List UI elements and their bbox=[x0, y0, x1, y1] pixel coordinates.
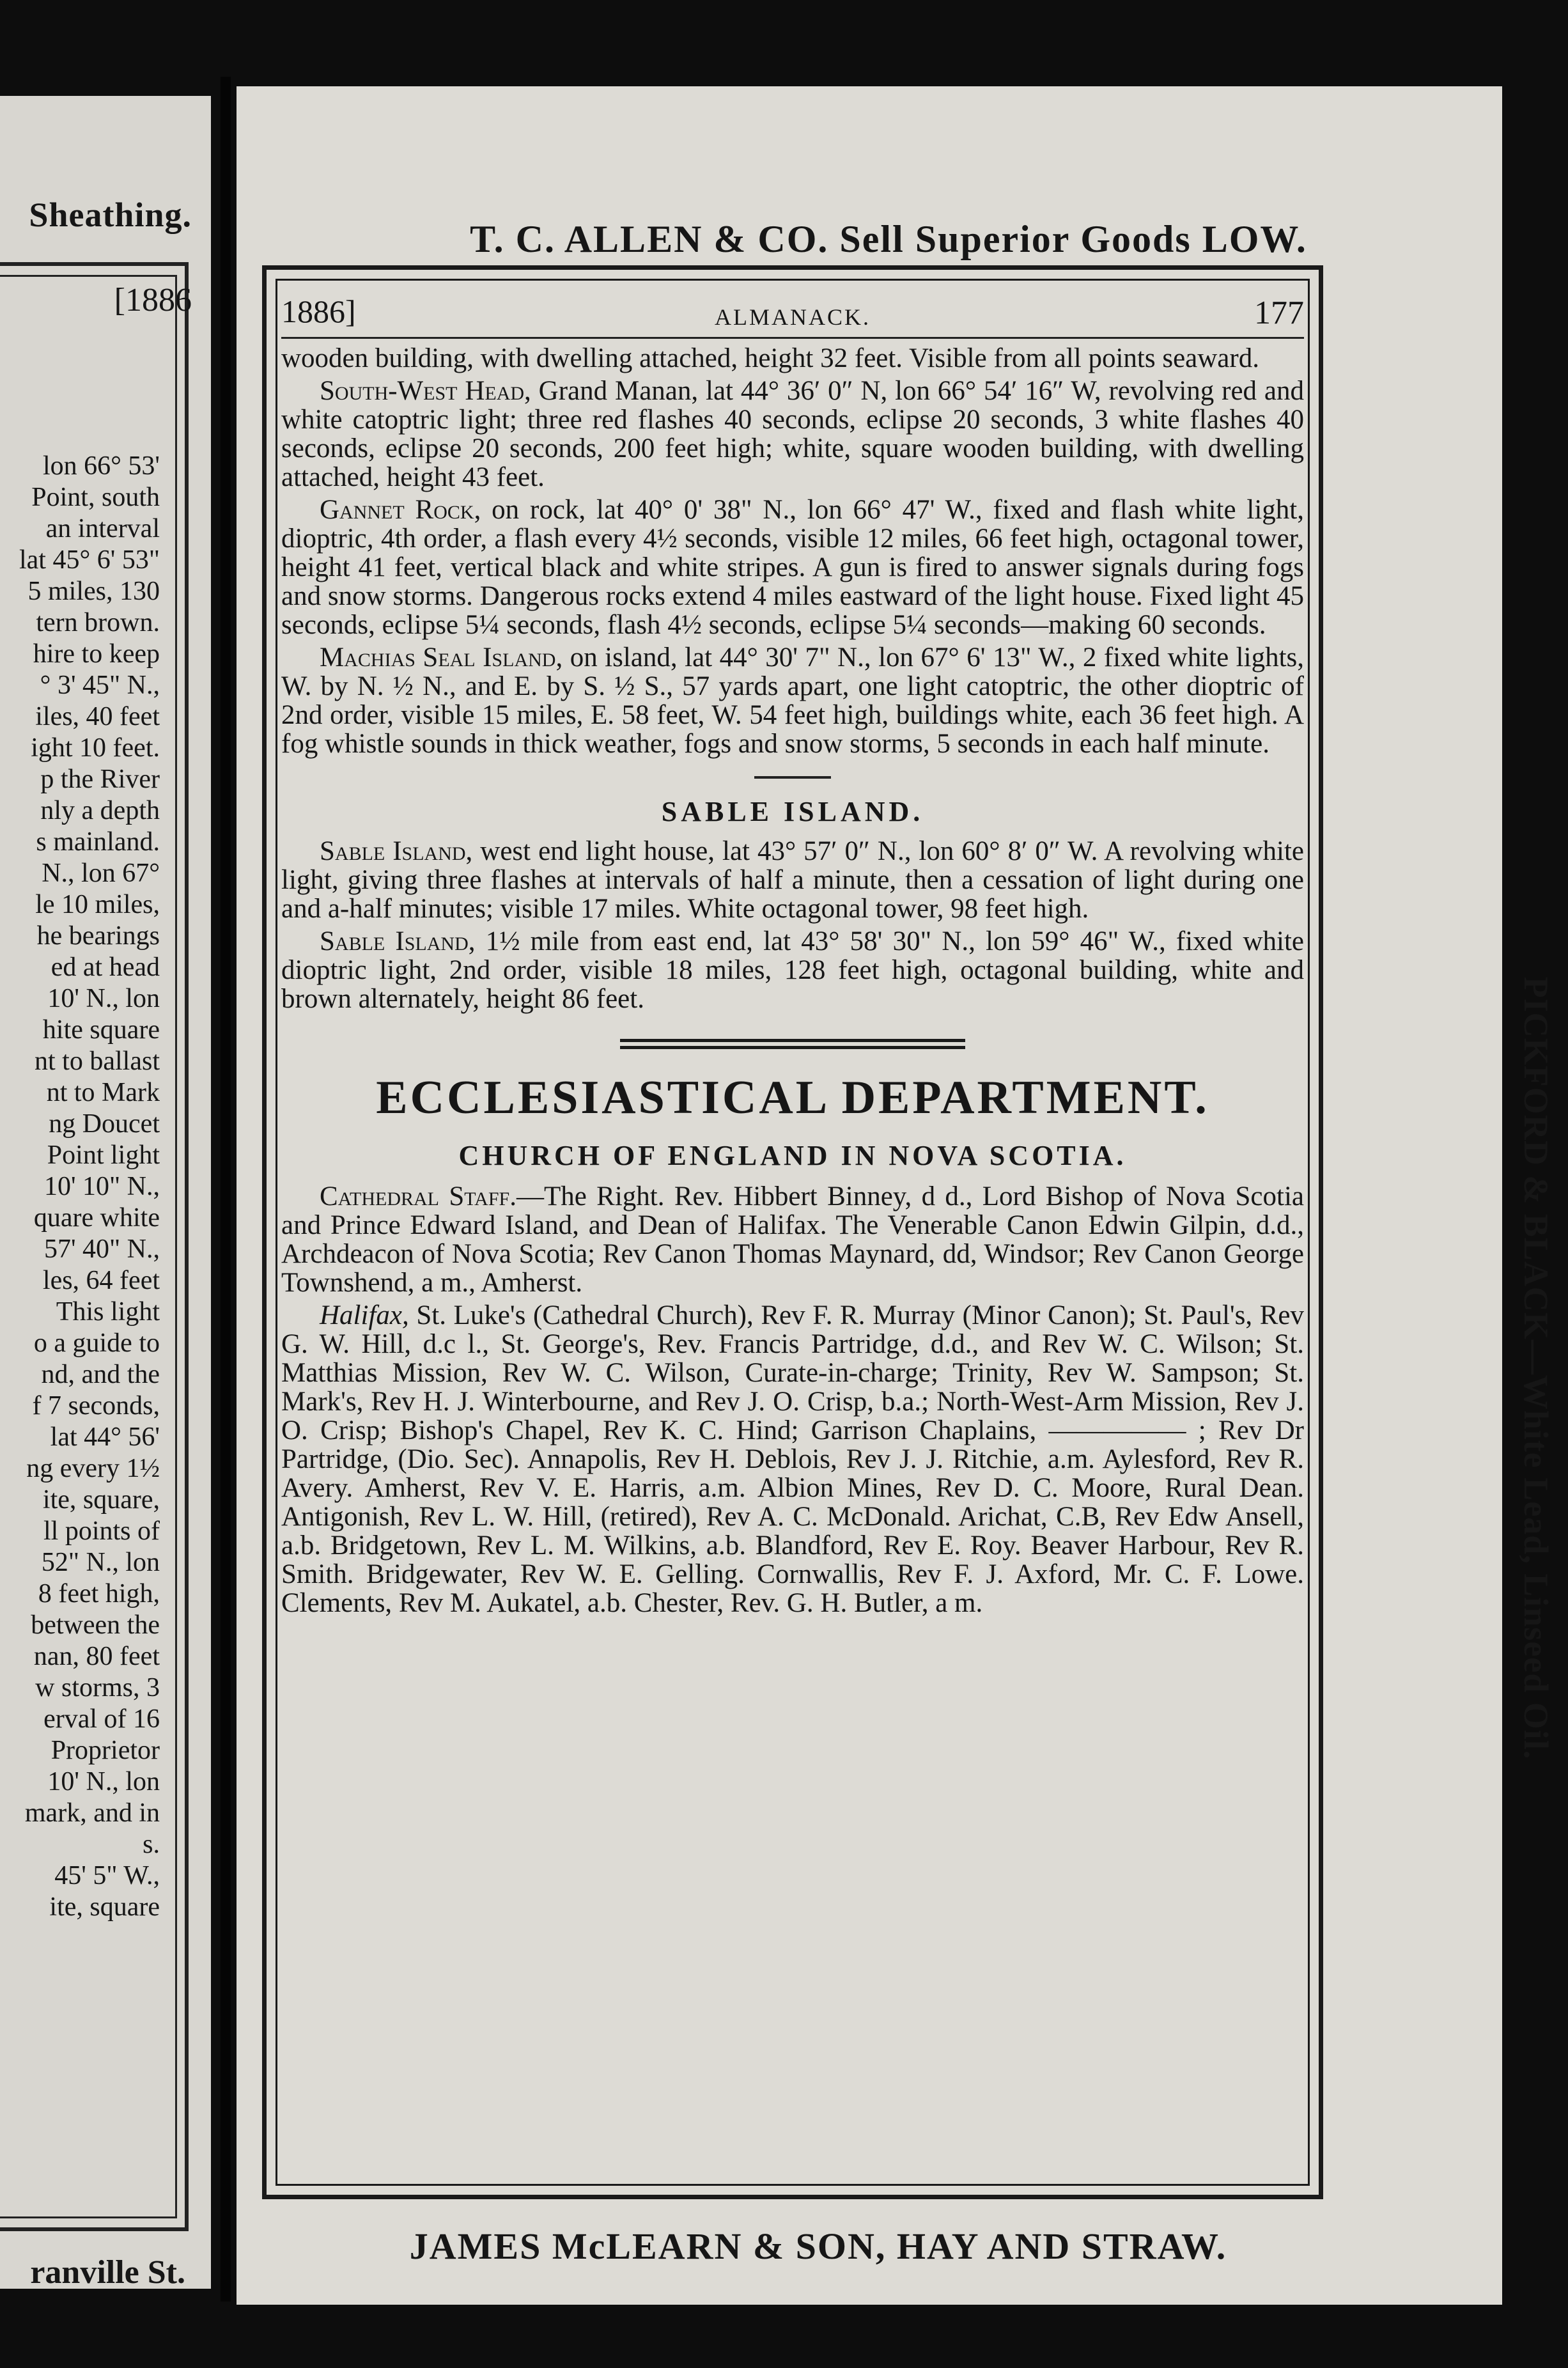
previous-page-line: tern brown. bbox=[36, 608, 160, 637]
previous-page-line: lat 45° 6' 53" bbox=[19, 545, 160, 575]
previous-page-line: p the River bbox=[40, 765, 160, 794]
previous-page-line: w storms, 3 bbox=[35, 1673, 160, 1702]
halifax-parishes-entry bbox=[281, 1301, 1304, 1617]
church-of-england-heading: CHURCH OF ENGLAND IN NOVA SCOTIA. bbox=[458, 1140, 1127, 1171]
previous-page-text bbox=[0, 451, 192, 1923]
previous-page-line: N., lon 67° bbox=[42, 859, 160, 888]
previous-page-line: ight 10 feet. bbox=[31, 733, 160, 763]
ecclesiastical-department-heading: ECCLESIASTICAL DEPARTMENT. bbox=[376, 1071, 1209, 1124]
previous-page-line: s. bbox=[143, 1830, 160, 1859]
previous-page-line: le 10 miles, bbox=[35, 890, 160, 919]
sable-east-name: Sable Island, bbox=[320, 926, 476, 956]
gannet-rock-text: on rock, lat 40° 0' 38" N., lon 66° 47' W., fixed and flash white light, dioptric, 4th order, a flash every 4½ seconds, visible 12 miles, 66 feet high, octagonal tower, height 41 feet, vertical black and white stripes. A gun is fired to answer signals during fogs and snow storms. Dangerous rocks extend 4 miles eastward of the light house. Fixed light 45 seconds, eclipse 5¼ seconds, flash 4½ seconds, eclipse 5¼ seconds—making 60 seconds. bbox=[281, 495, 1304, 640]
running-head-title: ALMANACK. bbox=[714, 304, 871, 330]
previous-page-line: nan, 80 feet bbox=[33, 1642, 160, 1671]
previous-page-line: s mainland. bbox=[36, 827, 160, 857]
previous-page-line: lat 44° 56' bbox=[50, 1422, 160, 1452]
running-head bbox=[281, 288, 1304, 339]
previous-page-line: nt to ballast bbox=[35, 1047, 160, 1076]
previous-page-line: erval of 16 bbox=[43, 1704, 160, 1734]
previous-page-line: mark, and in bbox=[24, 1798, 160, 1828]
sable-west-name: Sable Island, bbox=[320, 836, 473, 866]
previous-page-year: [1886 bbox=[114, 282, 192, 318]
previous-page-line: 52" N., lon bbox=[41, 1548, 160, 1577]
page-number: 177 bbox=[1254, 295, 1304, 331]
previous-page-line: quare white bbox=[33, 1203, 160, 1233]
sable-east-entry bbox=[281, 927, 1304, 1013]
bottom-advertisement: JAMES McLEARN & SON, HAY AND STRAW. bbox=[409, 2225, 1227, 2267]
previous-page-line: iles, 40 feet bbox=[35, 702, 160, 731]
previous-page-line: hite square bbox=[42, 1015, 160, 1045]
sable-east-text: 1½ mile from east end, lat 43° 58' 30" N., lon 59° 46" W., fixed white dioptric light, 2nd order, visible 18 miles, 128 feet high, octagonal building, white and brown alternately, height 86 feet. bbox=[281, 926, 1304, 1014]
previous-page-strip bbox=[0, 96, 211, 2289]
previous-page-line: f 7 seconds, bbox=[32, 1391, 160, 1421]
previous-page-footer: ranville St. bbox=[30, 2254, 185, 2291]
side-advertisement-text: PICKFORD & BLACK—White Lead, Linseed Oil. bbox=[1517, 976, 1555, 1760]
machias-seal-island-entry bbox=[281, 643, 1304, 758]
sable-island-heading: SABLE ISLAND. bbox=[661, 796, 924, 827]
cathedral-staff-entry bbox=[281, 1182, 1304, 1297]
previous-page-line: an interval bbox=[45, 514, 160, 543]
previous-page-line: ed at head bbox=[50, 953, 160, 982]
previous-page-line: nt to Mark bbox=[46, 1078, 160, 1107]
south-west-head-text: Grand Manan, lat 44° 36′ 0″ N, lon 66° 54′ 16″ W, revolving red and white catoptric light; three red flashes 40 seconds, eclipse 20 seconds, 3 white flashes 40 seconds, eclipse 20 seconds, 200 feet high; white, square wooden building, with dwelling attached, height 43 feet. bbox=[281, 376, 1304, 492]
previous-page-line: ng Doucet bbox=[49, 1109, 160, 1139]
previous-page-line: lon 66° 53' bbox=[42, 451, 160, 481]
previous-page-line: ll points of bbox=[43, 1516, 160, 1546]
previous-page-line: nd, and the bbox=[41, 1360, 160, 1389]
previous-page-line: 10' N., lon bbox=[47, 1767, 160, 1796]
previous-page-line: hire to keep bbox=[33, 639, 160, 669]
previous-page-line: Proprietor bbox=[50, 1736, 160, 1765]
previous-page-line: les, 64 feet bbox=[42, 1266, 160, 1295]
previous-page-line: ° 3' 45" N., bbox=[40, 671, 160, 700]
machias-seal-island-name: Machias Seal Island, bbox=[320, 643, 563, 673]
top-advertisement: T. C. ALLEN & CO. Sell Superior Goods LOW. bbox=[470, 218, 1307, 260]
previous-page-line: ite, square, bbox=[42, 1485, 160, 1515]
side-advertisement bbox=[1504, 911, 1568, 1825]
double-rule-divider bbox=[620, 1039, 965, 1049]
previous-page-line: ng every 1½ bbox=[26, 1454, 160, 1483]
previous-page-line: Point, south bbox=[31, 483, 160, 512]
south-west-head-name: South-West Head, bbox=[320, 376, 531, 406]
page-content bbox=[281, 288, 1304, 1617]
sable-west-text: west end light house, lat 43° 57′ 0″ N., lon 60° 8′ 0″ W. A revolving white light, giving three flashes at intervals of half a minute, then a cessation of light during one and a-half minutes; visible 17 miles. White octagonal tower, 98 feet high. bbox=[281, 836, 1304, 924]
gannet-rock-name: Gannet Rock, bbox=[320, 495, 481, 525]
previous-page-line: 10' N., lon bbox=[47, 984, 160, 1013]
previous-page-line: nly a depth bbox=[40, 796, 160, 825]
previous-page-line: between the bbox=[31, 1610, 160, 1640]
cathedral-staff-text: —The Right. Rev. Hibbert Binney, d d., Lord Bishop of Nova Scotia and Prince Edward Island, and Dean of Halifax. The Venerable Canon Edwin Gilpin, d.d., Archdeacon of Nova Scotia; Rev Canon Thomas Maynard, dd, Windsor; Rev Canon George Townshend, a m., Amherst. bbox=[281, 1181, 1304, 1298]
previous-page-line: Point light bbox=[47, 1141, 160, 1170]
previous-page-line: 8 feet high, bbox=[38, 1579, 160, 1609]
previous-page-line: 5 miles, 130 bbox=[27, 577, 160, 606]
previous-page-line: 45' 5" W., bbox=[54, 1861, 160, 1890]
previous-page-line: 57' 40" N., bbox=[43, 1235, 160, 1264]
previous-page-line: This light bbox=[56, 1297, 160, 1327]
previous-page-line: o a guide to bbox=[33, 1328, 160, 1358]
almanack-page bbox=[237, 86, 1555, 2305]
machias-seal-island-text: on island, lat 44° 30' 7" N., lon 67° 6' 13" W., 2 fixed white lights, W. by N. ½ N., and E. by S. ½ S., 57 yards apart, one light catoptric, the other dioptric of 2nd order, visible 15 miles, E. 58 feet, W. 54 feet high, buildings white, each 36 feet high. A fog whistle sounds in thick weather, fogs and snow storms, 5 seconds in each half minute. bbox=[281, 643, 1304, 759]
running-head-year: 1886] bbox=[281, 293, 356, 329]
previous-page-line: he bearings bbox=[36, 921, 160, 951]
gannet-rock-entry bbox=[281, 495, 1304, 639]
continuation-paragraph: wooden building, with dwelling attached, height 32 feet. Visible from all points seaward. bbox=[281, 343, 1259, 373]
south-west-head-entry bbox=[281, 377, 1304, 492]
cathedral-staff-label: Cathedral Staff. bbox=[320, 1181, 516, 1211]
halifax-parishes-text: St. Luke's (Cathedral Church), Rev F. R. Murray (Minor Canon); St. Paul's, Rev G. W. Hill, d.c l., St. George's, Rev. Francis Partridge, d.d., and Rev W. C. Wilson; St. Matthias Mission, Rev W. C. Wilson, Curate-in-charge; Trinity, Rev W. Sampson; St. Mark's, Rev H. J. Winterbourne, and Rev J. O. Crisp, b.a.; North-West-Arm Mission, Rev J. O. Crisp; Bishop's Chapel, Rev K. C. Hind; Garrison Chaplains, ————— ; Rev Dr Partridge, (Dio. Sec). Annapolis, Rev H. Deblois, Rev J. J. Ritchie, a.m. Aylesford, Rev R. Avery. Amherst, Rev V. E. Harris, a.m. Albion Mines, Rev D. C. Moore, Rural Dean. Antigonish, Rev L. W. Hill, (retired), Rev A. C. McDonald. Arichat, C.B, Rev Edw Ansell, a.b. Bridgetown, Rev L. M. Wilkins, a.b. Blandford, Rev E. Roy. Beaver Harbour, Rev R. Smith. Bridgewater, Rev W. E. Gelling. Cornwallis, Rev F. J. Axford, Mr. C. F. Lowe. Clements, Rev M. Aukatel, a.b. Chester, Rev. G. H. Butler, a m. bbox=[281, 1300, 1304, 1618]
section-divider bbox=[754, 776, 831, 779]
previous-page-line: ite, square bbox=[49, 1892, 160, 1922]
previous-page-header: Sheathing. bbox=[29, 196, 192, 234]
book-gutter bbox=[221, 77, 231, 2302]
halifax-label: Halifax, bbox=[320, 1300, 409, 1330]
previous-page-line: 10' 10" N., bbox=[43, 1172, 160, 1201]
sable-west-entry bbox=[281, 837, 1304, 923]
